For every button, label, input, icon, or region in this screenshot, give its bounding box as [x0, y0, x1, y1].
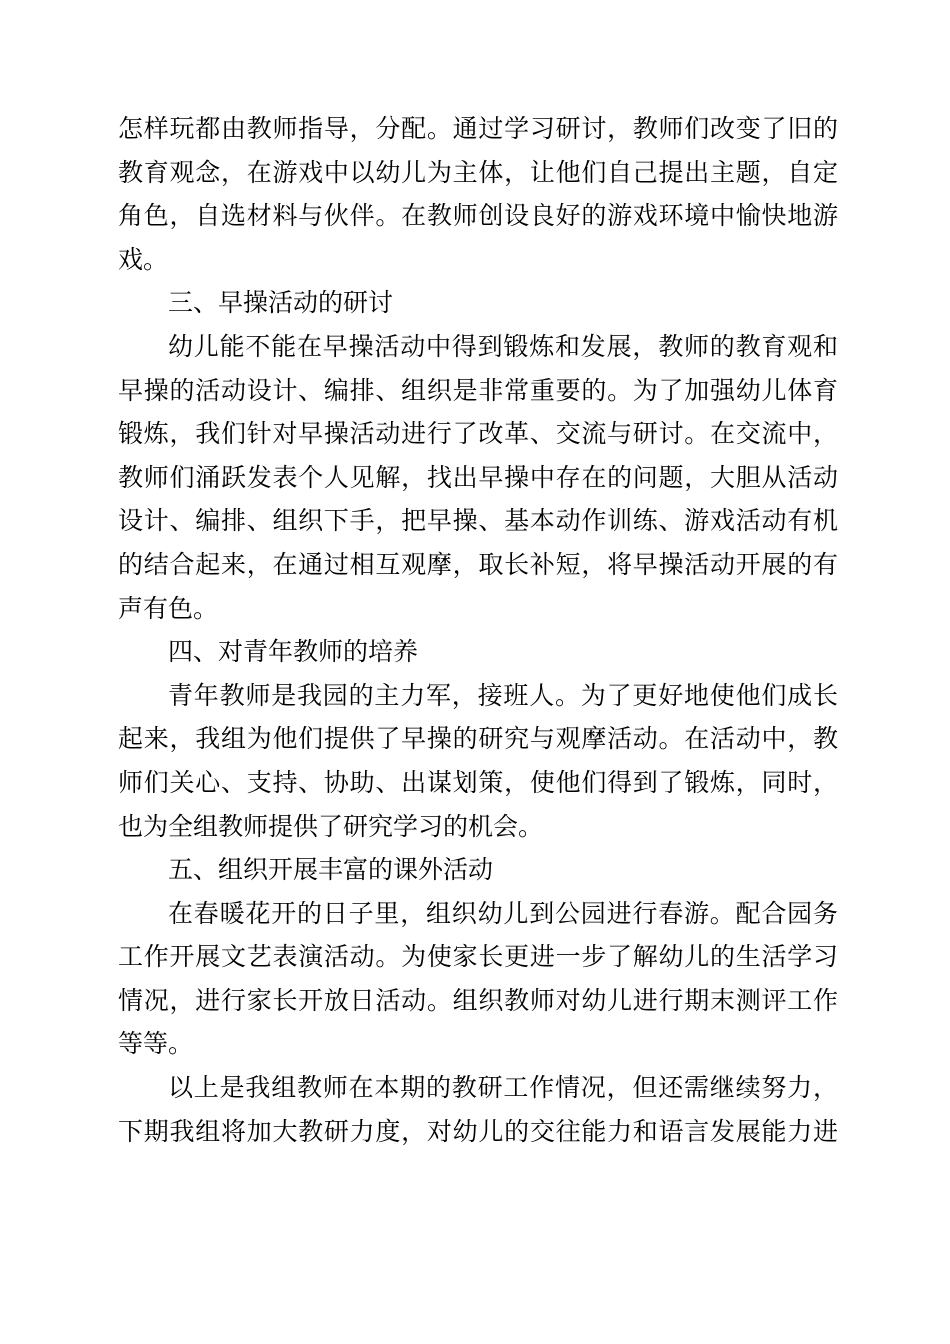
text-line: 教育观念，在游戏中以幼儿为主体，让他们自己提出主题，自定 — [118, 157, 838, 187]
text-line: 早操的活动设计、编排、组织是非常重要的。为了加强幼儿体育 — [118, 375, 838, 405]
text-line: 角色，自选材料与伙伴。在教师创设良好的游戏环境中愉快地游 — [118, 201, 838, 231]
text-line: 在春暖花开的日子里，组织幼儿到公园进行春游。配合园务 — [168, 898, 838, 928]
text-line: 幼儿能不能在早操活动中得到锻炼和发展，教师的教育观和 — [168, 331, 838, 361]
text-line: 下期我组将加大教研力度，对幼儿的交往能力和语言发展能力进 — [118, 1116, 838, 1146]
text-line: 锻炼，我们针对早操活动进行了改革、交流与研讨。在交流中， — [118, 419, 838, 449]
text-line: 设计、编排、组织下手，把早操、基本动作训练、游戏活动有机 — [118, 506, 838, 536]
text-line: 怎样玩都由教师指导，分配。通过学习研讨，教师们改变了旧的 — [118, 114, 838, 143]
text-line: 起来，我组为他们提供了早操的研究与观摩活动。在活动中，教 — [118, 724, 838, 754]
text-line: 教师们涌跃发表个人见解，找出早操中存在的问题，大胆从活动 — [118, 462, 838, 492]
text-line: 声有色。 — [118, 593, 219, 623]
text-line: 师们关心、支持、协助、出谋划策，使他们得到了锻炼，同时， — [118, 767, 838, 797]
text-line: 三、早操活动的研讨 — [168, 288, 394, 318]
text-line: 等等。 — [118, 1029, 194, 1059]
text-line: 的结合起来，在通过相互观摩，取长补短，将早操活动开展的有 — [118, 549, 838, 579]
text-line: 五、组织开展丰富的课外活动 — [168, 855, 494, 885]
document-body — [118, 107, 838, 1153]
text-line: 也为全组教师提供了研究学习的机会。 — [118, 811, 544, 841]
text-line: 以上是我组教师在本期的教研工作情况，但还需继续努力， — [168, 1073, 838, 1103]
text-line: 戏。 — [118, 244, 169, 274]
text-line: 四、对青年教师的培养 — [168, 637, 419, 667]
text-line: 青年教师是我园的主力军，接班人。为了更好地使他们成长 — [168, 680, 838, 710]
text-line: 工作开展文艺表演活动。为使家长更进一步了解幼儿的生活学习 — [118, 942, 838, 972]
text-line: 情况，进行家长开放日活动。组织教师对幼儿进行期末测评工作 — [118, 985, 838, 1015]
